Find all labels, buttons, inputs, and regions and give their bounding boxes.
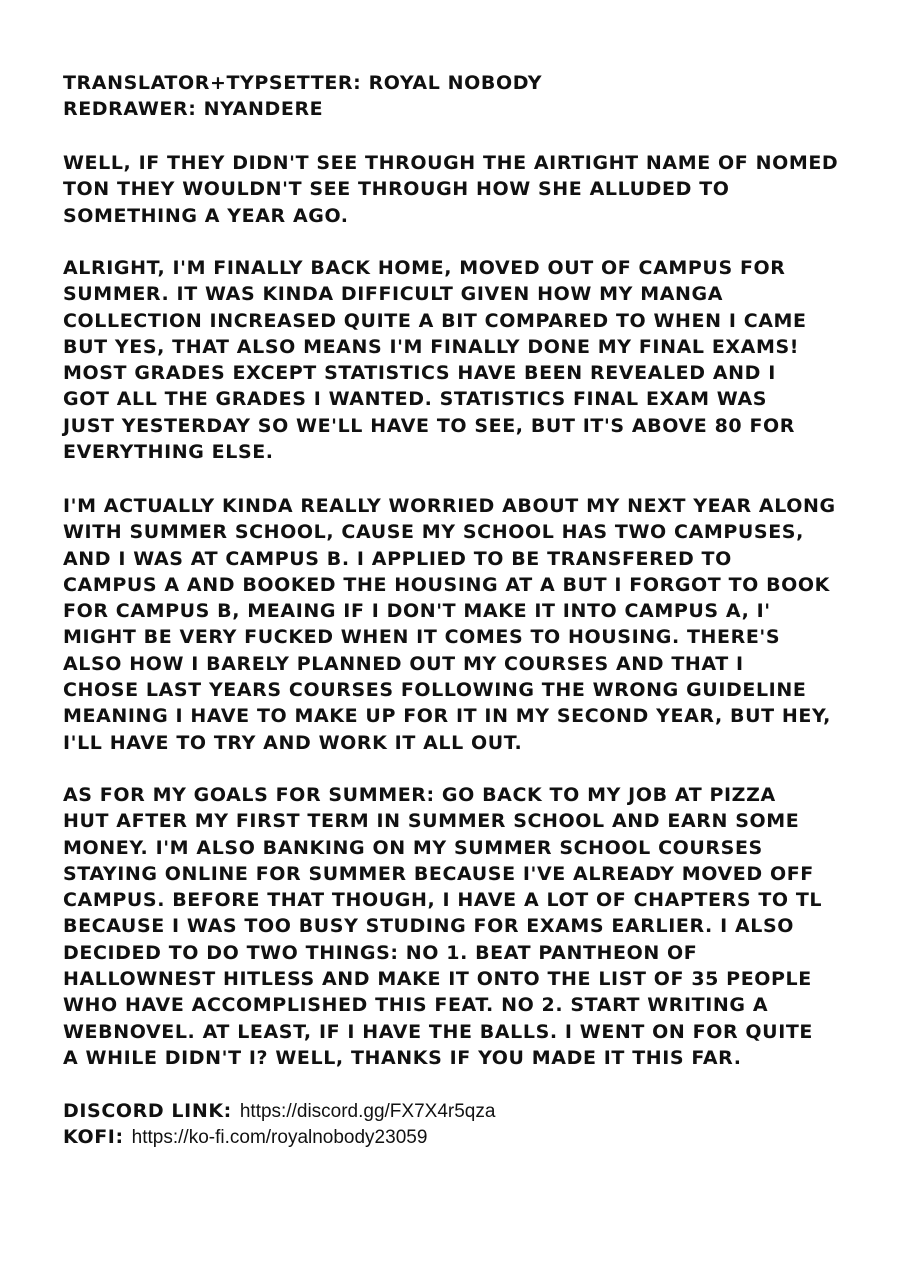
note-paragraph: I'M ACTUALLY KINDA REALLY WORRIED ABOUT MY NEXT YEAR ALONG WITH SUMMER SCHOOL, CAUSE MY SCHOOL HAS TWO CAMPUSES, AND I WAS AT CAMPUS B. I APPLIED TO BE TRANSFERED TO CAMPUS A AND BOOKED THE HOUSING AT A BUT I FORGOT TO BOOK FOR CAMPUS B, MEAING IF I DON'T MAKE IT INTO CAMPUS A, I' MIGHT BE VERY FUCKED WHEN IT COMES TO HOUSING. THERE'S ALSO HOW I BARELY PLANNED OUT MY COURSES AND THAT I CHOSE LAST YEARS COURSES FOLLOWING THE WRONG GUIDELINE MEANING I HAVE TO MAKE UP FOR IT IN MY SECOND YEAR, BUT HEY, I'LL HAVE TO TRY AND WORK IT ALL OUT. <box>63 495 836 754</box>
kofi-link-row <box>63 1124 843 1150</box>
links-block <box>63 1098 843 1150</box>
kofi-link[interactable]: https://ko-fi.com/royalnobody23059 <box>131 1127 428 1148</box>
discord-link-row <box>63 1098 843 1124</box>
note-paragraph: AS FOR MY GOALS FOR SUMMER: GO BACK TO MY JOB AT PIZZA HUT AFTER MY FIRST TERM IN SUMMER SCHOOL AND EARN SOME MONEY. I'M ALSO BANKING ON MY SUMMER SCHOOL COURSES STAYING ONLINE FOR SUMMER BECAUSE I'VE ALREADY MOVED OFF CAMPUS. BEFORE THAT THOUGH, I HAVE A LOT OF CHAPTERS TO TL BECAUSE I WAS TOO BUSY STUDING FOR EXAMS EARLIER. I ALSO DECIDED TO DO TWO THINGS: NO 1. BEAT PANTHEON OF HALLOWNEST HITLESS AND MAKE IT ONTO THE LIST OF 35 PEOPLE WHO HAVE ACCOMPLISHED THIS FEAT. NO 2. START WRITING A WEBNOVEL. AT LEAST, IF I HAVE THE BALLS. I WENT ON FOR QUITE A WHILE DIDN'T I? WELL, THANKS IF YOU MADE IT THIS FAR. <box>63 784 823 1069</box>
kofi-link-label: KOFI: <box>63 1126 124 1148</box>
note-paragraph: ALRIGHT, I'M FINALLY BACK HOME, MOVED OUT OF CAMPUS FOR SUMMER. IT WAS KINDA DIFFICULT GIVEN HOW MY MANGA COLLECTION INCREASED QUITE A BIT COMPARED TO WHEN I CAME BUT YES, THAT ALSO MEANS I'M FINALLY DONE MY FINAL EXAMS! MOST GRADES EXCEPT STATISTICS HAVE BEEN REVEALED AND I GOT ALL THE GRADES I WANTED. STATISTICS FINAL EXAM WAS JUST YESTERDAY SO WE'LL HAVE TO SEE, BUT IT'S ABOVE 80 FOR EVERYTHING ELSE. <box>63 257 807 464</box>
credits-block <box>63 70 843 123</box>
note-paragraph: WELL, IF THEY DIDN'T SEE THROUGH THE AIRTIGHT NAME OF NOMED TON THEY WOULDN'T SEE THROUGH HOW SHE ALLUDED TO SOMETHING A YEAR AGO. <box>63 152 839 227</box>
translator-credit: TRANSLATOR+TYPSETTER: ROYAL NOBODY <box>63 72 543 94</box>
redrawer-credit: REDRAWER: NYANDERE <box>63 98 324 121</box>
discord-link-label: DISCORD LINK: <box>63 1100 232 1122</box>
discord-link[interactable]: https://discord.gg/FX7X4r5qza <box>239 1101 496 1122</box>
